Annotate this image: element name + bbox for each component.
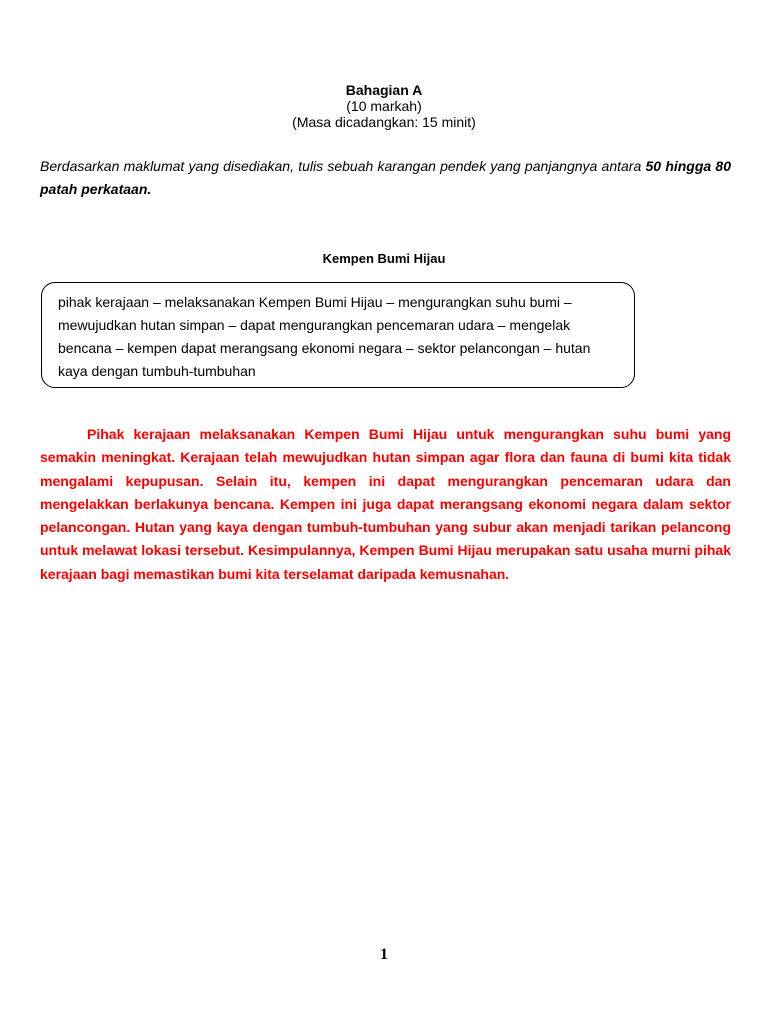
notes-box xyxy=(41,282,635,388)
suggested-time-label: (Masa dicadangkan: 15 minit) xyxy=(292,114,476,130)
section-title: Bahagian A xyxy=(345,82,423,98)
instruction-text: Berdasarkan maklumat yang disediakan, tulis sebuah karangan pendek yang panjangnya antara xyxy=(40,158,646,174)
section-header xyxy=(0,82,768,130)
marks-label: (10 markah) xyxy=(346,98,422,114)
instruction-word-count: 50 hingga 80 patah perkataan. xyxy=(40,158,732,197)
instruction-paragraph xyxy=(40,155,731,201)
essay-answer: Pihak kerajaan melaksanakan Kempen Bumi Hijau untuk mengurangkan suhu bumi yang semakin meningkat. Kerajaan telah mewujudkan hutan simpan agar flora dan fauna di bumi kita tidak mengalami kepupusan. Selain itu, kempen ini dapat mengurangkan pencemaran udara dan mengelakkan berlakunya bencana. Kempen ini juga dapat merangsang ekonomi negara dalam sektor pelancongan. Hutan yang kaya dengan tumbuh-tumbuhan yang subur akan menjadi tarikan pelancong untuk melawat lokasi tersebut. Kesimpulannya, Kempen Bumi Hijau merupakan satu usaha murni pihak kerajaan bagi memastikan bumi kita terselamat daripada kemusnahan. xyxy=(40,426,731,582)
page-number: 1 xyxy=(380,946,388,963)
essay-topic-title: Kempen Bumi Hijau xyxy=(322,251,446,266)
notes-text: pihak kerajaan – melaksanakan Kempen Bumi Hijau – mengurangkan suhu bumi – mewujudkan hutan simpan – dapat mengurangkan pencemaran udara – mengelak bencana – kempen dapat merangsang ekonomi negara – sektor pelancongan – hutan kaya dengan tumbuh-tumbuhan xyxy=(58,294,591,379)
